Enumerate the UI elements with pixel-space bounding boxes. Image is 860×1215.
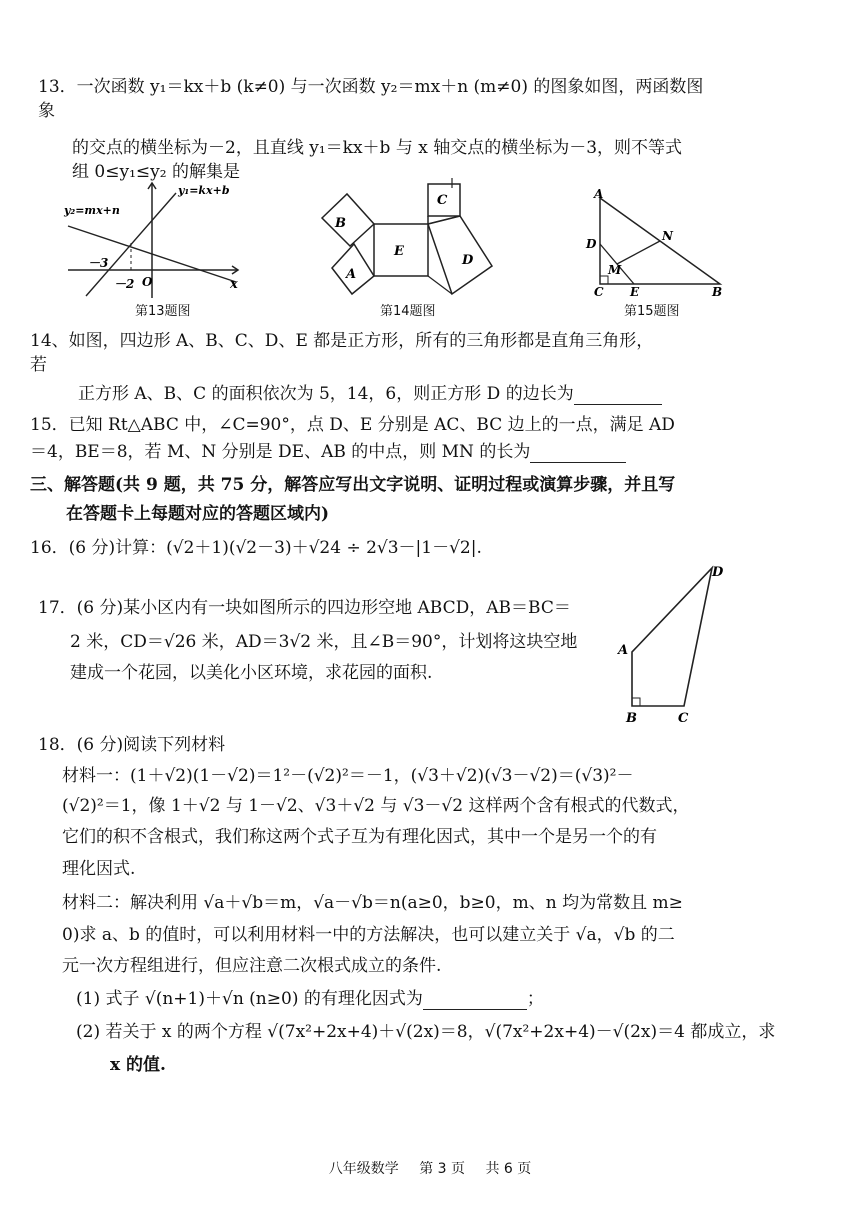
fig15-label-B: B: [712, 285, 723, 296]
q18-line11: x 的值.: [110, 1055, 166, 1075]
fig17-label-D: D: [712, 565, 724, 580]
q18-line7: 0)求 a、b 的值时，可以利用材料一中的方法解决，也可以建立关于 √a，√b 的二: [62, 925, 675, 945]
q14-line1: 14、如图，四边形 A、B、C、D、E 都是正方形，所有的三角形都是直角三角形，: [30, 331, 654, 351]
fig15-label-M: M: [608, 263, 622, 277]
q13-line2: 象: [38, 101, 55, 121]
fig15-label-A: A: [594, 187, 604, 201]
q14-line3: [78, 383, 662, 405]
fig14-label-B: B: [335, 216, 346, 231]
q18-line4: 它们的积不含根式，我们称这两个式子互为有理化因式，其中一个是另一个的有: [62, 827, 657, 847]
footer-page: 第 3 页: [419, 1161, 465, 1177]
q18-line10: (2) 若关于 x 的两个方程 √(7x²+2x+4)＋√(2x)＝8，√(7x²+2x+4)－√(2x)＝4 都成立，求: [76, 1022, 776, 1042]
fig15-label-D: D: [586, 237, 597, 251]
fig13-caption: 第13题图: [135, 304, 191, 319]
q18-line9-text: (1) 式子 √(n+1)＋√n (n≥0) 的有理化因式为: [76, 989, 423, 1009]
q15-line2-text: ＝4，BE＝8，若 M、N 分别是 DE、AB 的中点，则 MN 的长为: [30, 442, 531, 462]
q13-line1: 13．一次函数 y₁＝kx＋b (k≠0) 与一次函数 y₂＝mx＋n (m≠0) 的图象如图，两函数图: [38, 77, 704, 97]
q18-line9-end: ；: [526, 989, 544, 1009]
q18-line8: 元一次方程组进行，但应注意二次根式成立的条件.: [62, 956, 442, 976]
fig15-label-N: N: [662, 229, 673, 243]
q18-part1-answer-blank[interactable]: [423, 991, 527, 1010]
fig13-label-y1: y₁=kx+b: [178, 184, 230, 197]
q18-line6: 材料二：解决利用 √a＋√b＝m，√a－√b＝n(a≥0，b≥0，m、n 均为常数且 m≥: [62, 893, 683, 913]
fig14-label-D: D: [462, 253, 474, 268]
page-footer: [0, 1158, 860, 1178]
fig14-label-A: A: [346, 267, 357, 282]
figure-13-graph: [58, 178, 248, 303]
q14-line2: 若: [30, 355, 47, 375]
figure-17-quadrilateral: [616, 560, 736, 728]
q18-line1: 18．(6 分)阅读下列材料: [38, 735, 226, 755]
q15-line2: [30, 441, 626, 463]
fig13-label-x: x: [230, 277, 238, 292]
footer-subject: 八年级数学: [328, 1161, 399, 1177]
q15-line1: 15．已知 Rt△ABC 中，∠C=90°，点 D、E 分别是 AC、BC 边上的一点，满足 AD: [30, 415, 675, 435]
q13-line4-text: 组 0≤y₁≤y₂ 的解集是: [72, 162, 240, 182]
figure-15-triangle: [582, 186, 732, 296]
q14-line3-text: 正方形 A、B、C 的面积依次为 5，14，6，则正方形 D 的边长为: [78, 384, 574, 404]
fig13-label-origin: O: [142, 275, 153, 289]
fig14-label-C: C: [437, 193, 448, 208]
section3-line2: 在答题卡上每题对应的答题区域内): [66, 504, 330, 524]
q17-line1: 17．(6 分)某小区内有一块如图所示的四边形空地 ABCD，AB＝BC＝: [38, 598, 571, 618]
fig13-label-y2: y₂=mx+n: [64, 204, 120, 217]
fig14-caption: 第14题图: [380, 304, 436, 319]
fig13-label-minus2: －2: [114, 277, 135, 291]
q18-line3: (√2)²＝1，像 1＋√2 与 1－√2、√3＋√2 与 √3－√2 这样两个含有根式的代数式，: [62, 796, 690, 816]
q17-line3: 建成一个花园，以美化小区环境，求花园的面积.: [70, 663, 433, 683]
fig17-label-C: C: [678, 711, 689, 726]
q14-answer-blank[interactable]: [574, 386, 662, 405]
q18-line9: [76, 988, 544, 1010]
fig15-caption: 第15题图: [624, 304, 680, 319]
figure-14-squares: [302, 176, 537, 306]
fig15-label-E: E: [630, 285, 640, 296]
footer-total: 共 6 页: [485, 1161, 532, 1177]
q16-line1: 16．(6 分)计算：(√2＋1)(√2－3)＋√24 ÷ 2√3－|1－√2|.: [30, 538, 482, 558]
q18-line5: 理化因式.: [62, 859, 136, 879]
q17-line2: 2 米，CD＝√26 米，AD＝3√2 米，且∠B＝90°，计划将这块空地: [70, 632, 578, 652]
q15-answer-blank[interactable]: [530, 444, 626, 463]
q18-line2: 材料一：(1＋√2)(1－√2)＝1²－(√2)²＝－1，(√3＋√2)(√3－√2)＝(√3)²－: [62, 766, 634, 786]
fig15-label-C: C: [594, 285, 604, 296]
fig13-label-minus3: －3: [88, 256, 109, 270]
fig17-label-A: A: [618, 643, 629, 658]
section3-line1: 三、解答题(共 9 题，共 75 分，解答应写出文字说明、证明过程或演算步骤，并且写: [30, 475, 676, 495]
fig14-label-E: E: [394, 244, 404, 259]
q13-line3: 的交点的横坐标为－2，且直线 y₁＝kx＋b 与 x 轴交点的横坐标为－3，则不等式: [72, 138, 683, 158]
fig17-label-B: B: [626, 711, 637, 726]
